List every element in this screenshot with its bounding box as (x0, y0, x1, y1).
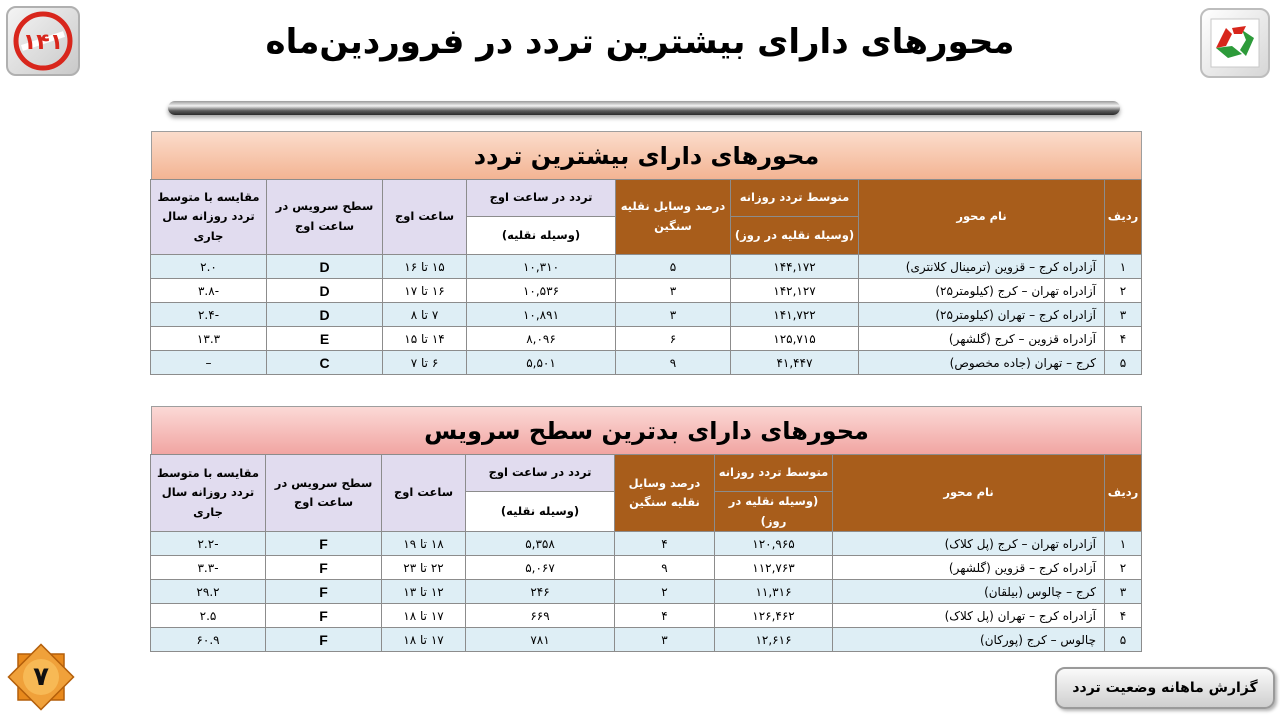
avg-daily-traffic: ۱۲۰,۹۶۵ (715, 532, 833, 556)
page-number-badge (4, 640, 78, 714)
comparison: -۲.۴ (151, 303, 267, 327)
comparison: ۲.۵ (151, 604, 266, 628)
col-peak-hour: ساعت اوج (382, 455, 466, 532)
col-avg-daily-traffic-unit: (وسیله نقلیه در روز) (731, 217, 859, 255)
peak-traffic: ۱۰,۳۱۰ (467, 255, 616, 279)
table-row (151, 628, 1142, 652)
avg-daily-traffic: ۴۱,۴۴۷ (731, 351, 859, 375)
route-name: آزادراه قزوین – کرج (گلشهر) (859, 327, 1105, 351)
worst-service-heading: محورهای دارای بدترین سطح سرویس (151, 406, 1142, 454)
page-title: محورهای دارای بیشترین تردد در فروردین‌ماه (265, 22, 1015, 62)
page-number: ۷ (33, 662, 49, 692)
service-level: E (267, 327, 383, 351)
heavy-percent: ۲ (615, 580, 715, 604)
comparison: ۱۳.۳ (151, 327, 267, 351)
heavy-percent: ۴ (615, 604, 715, 628)
heavy-percent: ۴ (615, 532, 715, 556)
peak-hour: ۱۴ تا ۱۵ (383, 327, 467, 351)
comparison: -۲.۲ (151, 532, 266, 556)
peak-hour: ۶ تا ۷ (383, 351, 467, 375)
table-row (151, 279, 1142, 303)
heavy-percent: ۶ (616, 327, 731, 351)
peak-traffic: ۸,۰۹۶ (467, 327, 616, 351)
peak-hour: ۱۷ تا ۱۸ (382, 604, 466, 628)
table-row (151, 532, 1142, 556)
col-avg-daily-traffic: متوسط تردد روزانه (715, 455, 833, 492)
comparison: – (151, 351, 267, 375)
comparison: ۲۹.۲ (151, 580, 266, 604)
avg-daily-traffic: ۱۱,۳۱۶ (715, 580, 833, 604)
route-name: آزادراه کرج – تهران (پل کلاک) (833, 604, 1105, 628)
row-number: ۵ (1105, 351, 1142, 375)
table-row (151, 255, 1142, 279)
svg-text:۱۴۱: ۱۴۱ (22, 30, 64, 55)
service-level: F (266, 628, 382, 652)
col-route-name: نام محور (859, 180, 1105, 255)
peak-traffic: ۱۰,۵۳۶ (467, 279, 616, 303)
route-name: آزادراه کرج – تهران (کیلومتر۲۵) (859, 303, 1105, 327)
peak-hour: ۱۲ تا ۱۳ (382, 580, 466, 604)
table-row (151, 327, 1142, 351)
row-number: ۲ (1105, 279, 1142, 303)
peak-hour: ۷ تا ۸ (383, 303, 467, 327)
heavy-percent: ۹ (616, 351, 731, 375)
service-level: D (267, 255, 383, 279)
peak-hour: ۲۲ تا ۲۳ (382, 556, 466, 580)
avg-daily-traffic: ۱۲۵,۷۱۵ (731, 327, 859, 351)
table-row (151, 303, 1142, 327)
comparison: -۳.۸ (151, 279, 267, 303)
comparison: -۳.۳ (151, 556, 266, 580)
peak-traffic: ۵,۳۵۸ (466, 532, 615, 556)
col-service-level: سطح سرویس در ساعت اوج (266, 455, 382, 532)
route-name: آزادراه تهران – کرج (پل کلاک) (833, 532, 1105, 556)
row-number: ۱ (1105, 255, 1142, 279)
col-heavy-percent: درصد وسایل نقلیه سنگین (615, 455, 715, 532)
service-level: F (266, 532, 382, 556)
route-name: آزادراه تهران – کرج (کیلومتر۲۵) (859, 279, 1105, 303)
col-peak-traffic: تردد در ساعت اوج (467, 180, 616, 217)
col-peak-traffic-unit: (وسیله نقلیه) (466, 492, 615, 532)
road-maintenance-logo-icon (1200, 8, 1270, 78)
avg-daily-traffic: ۱۲۶,۴۶۲ (715, 604, 833, 628)
heavy-percent: ۵ (616, 255, 731, 279)
busiest-routes-grid (150, 179, 1142, 375)
peak-traffic: ۷۸۱ (466, 628, 615, 652)
route-name: کرج – تهران (جاده مخصوص) (859, 351, 1105, 375)
col-avg-daily-traffic-unit: (وسیله نقلیه در روز) (715, 492, 833, 532)
col-row-no: ردیف (1105, 455, 1142, 532)
peak-traffic: ۵,۰۶۷ (466, 556, 615, 580)
heavy-percent: ۹ (615, 556, 715, 580)
peak-hour: ۱۸ تا ۱۹ (382, 532, 466, 556)
col-avg-daily-traffic: متوسط تردد روزانه (731, 180, 859, 217)
report-label: گزارش ماهانه وضعیت تردد (1055, 667, 1275, 709)
comparison: ۶۰.۹ (151, 628, 266, 652)
avg-daily-traffic: ۱۱۲,۷۶۳ (715, 556, 833, 580)
141-logo-icon (6, 6, 80, 76)
service-level: F (266, 580, 382, 604)
heavy-percent: ۳ (615, 628, 715, 652)
avg-daily-traffic: ۱۲,۶۱۶ (715, 628, 833, 652)
route-name: کرج – چالوس (بیلقان) (833, 580, 1105, 604)
row-number: ۴ (1105, 327, 1142, 351)
peak-traffic: ۱۰,۸۹۱ (467, 303, 616, 327)
col-peak-hour: ساعت اوج (383, 180, 467, 255)
service-level: F (266, 556, 382, 580)
col-comparison: مقایسه با متوسط تردد روزانه سال جاری (151, 180, 267, 255)
heavy-percent: ۳ (616, 303, 731, 327)
col-row-no: ردیف (1105, 180, 1142, 255)
row-number: ۳ (1105, 580, 1142, 604)
col-peak-traffic-unit: (وسیله نقلیه) (467, 217, 616, 255)
table-row (151, 556, 1142, 580)
worst-service-table (151, 406, 1142, 652)
row-number: ۵ (1105, 628, 1142, 652)
peak-traffic: ۲۴۶ (466, 580, 615, 604)
row-number: ۱ (1105, 532, 1142, 556)
avg-daily-traffic: ۱۴۱,۷۲۲ (731, 303, 859, 327)
service-level: C (267, 351, 383, 375)
route-name: آزادراه کرج – قزوین (گلشهر) (833, 556, 1105, 580)
service-level: D (267, 279, 383, 303)
avg-daily-traffic: ۱۴۴,۱۷۲ (731, 255, 859, 279)
col-comparison: مقایسه با متوسط تردد روزانه سال جاری (151, 455, 266, 532)
peak-traffic: ۶۶۹ (466, 604, 615, 628)
service-level: F (266, 604, 382, 628)
table-row (151, 604, 1142, 628)
route-name: آزادراه کرج – قزوین (ترمینال کلانتری) (859, 255, 1105, 279)
peak-hour: ۱۵ تا ۱۶ (383, 255, 467, 279)
row-number: ۴ (1105, 604, 1142, 628)
row-number: ۳ (1105, 303, 1142, 327)
peak-hour: ۱۶ تا ۱۷ (383, 279, 467, 303)
comparison: ۲.۰ (151, 255, 267, 279)
col-peak-traffic: تردد در ساعت اوج (466, 455, 615, 492)
service-level: D (267, 303, 383, 327)
col-route-name: نام محور (833, 455, 1105, 532)
busiest-routes-heading: محورهای دارای بیشترین تردد (151, 131, 1142, 179)
col-service-level: سطح سرویس در ساعت اوج (267, 180, 383, 255)
peak-traffic: ۵,۵۰۱ (467, 351, 616, 375)
avg-daily-traffic: ۱۴۲,۱۲۷ (731, 279, 859, 303)
row-number: ۲ (1105, 556, 1142, 580)
busiest-routes-table (151, 131, 1142, 375)
worst-service-grid (150, 454, 1142, 652)
table-row (151, 351, 1142, 375)
peak-hour: ۱۷ تا ۱۸ (382, 628, 466, 652)
route-name: چالوس – کرج (پورکان) (833, 628, 1105, 652)
heavy-percent: ۳ (616, 279, 731, 303)
title-divider (168, 101, 1120, 115)
table-row (151, 580, 1142, 604)
col-heavy-percent: درصد وسایل نقلیه سنگین (616, 180, 731, 255)
